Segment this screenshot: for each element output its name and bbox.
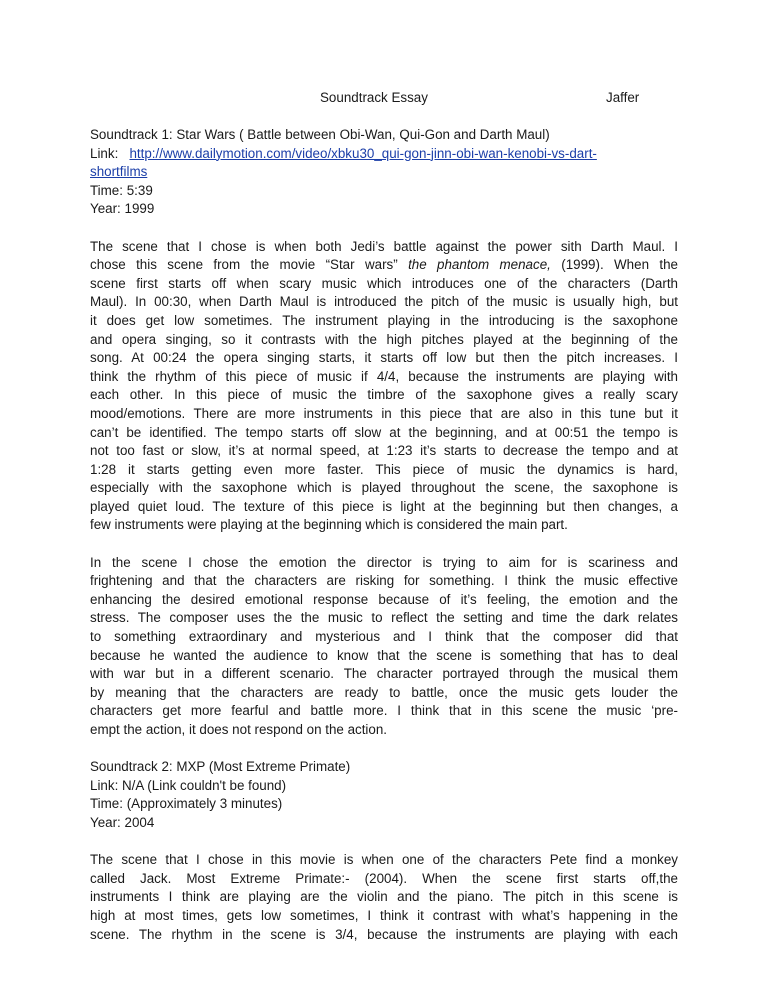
paragraph-line: stress. The composer uses the the music to reflect the setting and time the dark relates bbox=[90, 610, 678, 626]
paragraph-line bbox=[90, 256, 678, 275]
paragraph-line: scene first starts off when scary music which introduces one of the characters (Darth bbox=[90, 275, 678, 291]
track2-link: Link: N/A (Link couldn't be found) bbox=[90, 777, 287, 793]
paragraph-line: few instruments were playing at the beginning which is considered the main part. bbox=[90, 517, 568, 533]
paragraph-line: instruments I think are playing are the violin and the piano. The pitch in this scene is bbox=[90, 889, 678, 905]
paragraph-line: In the scene I chose the emotion the director is trying to aim for is scariness and bbox=[90, 554, 678, 570]
track1-link-line-2 bbox=[90, 163, 678, 182]
paragraph-line: not too fast or slow, it’s at normal speed, at 1:23 it’s starts to decrease the tempo and at bbox=[90, 443, 678, 459]
paragraph-line: The scene that I chose in this movie is when one of the characters Pete find a monkey bbox=[90, 852, 678, 868]
paragraph-line: high at most times, gets low sometimes, I think it contrast with what’s happening in the bbox=[90, 907, 678, 923]
paragraph-line: The scene that I chose is when both Jedi’s battle against the power sith Darth Maul. I bbox=[90, 238, 678, 254]
movie-title-italic: the phantom menace, bbox=[408, 257, 551, 273]
paragraph-line: think the rhythm of this piece of music if 4/4, because the instruments are playing with bbox=[90, 368, 678, 384]
paragraph-2 bbox=[90, 554, 678, 740]
paragraph-line: played quiet loud. The texture of this piece is light at the beginning but then changes, a bbox=[90, 498, 678, 514]
paragraph-text: (1999). When the bbox=[561, 257, 678, 273]
paragraph-line: enhancing the desired emotional response because of it’s feeling, the emotion and the bbox=[90, 591, 678, 607]
paragraph-line: because he wanted the audience to know that the scene is something that has to deal bbox=[90, 647, 678, 663]
paragraph-line: characters get more fearful and battle more. I think that in this scene the music ‘pre- bbox=[90, 703, 678, 719]
track2-time: Time: (Approximately 3 minutes) bbox=[90, 796, 283, 812]
paragraph-line: to something extraordinary and mysterious and I think that the composer did that bbox=[90, 629, 678, 645]
track2-year: Year: 2004 bbox=[90, 814, 155, 830]
paragraph-line: scene. The rhythm in the scene is 3/4, because the instruments are playing with each bbox=[90, 926, 678, 942]
paragraph-line: frightening and that the characters are risking for something. I think the music effective bbox=[90, 573, 678, 589]
paragraph-line: by meaning that the characters are ready to battle, once the music gets louder the bbox=[90, 684, 678, 700]
paragraph-line: 1:28 it starts getting even more faster. This piece of music the dynamics is hard, bbox=[90, 461, 678, 477]
paragraph-line: empt the action, it does not respond on the action. bbox=[90, 722, 388, 737]
paragraph-line: song. At 00:24 the opera singing starts, it starts off low but then the pitch increases. I bbox=[90, 350, 678, 366]
track1-heading: Soundtrack 1: Star Wars ( Battle between Obi-Wan, Qui-Gon and Darth Maul) bbox=[90, 127, 550, 142]
track1-link-url[interactable]: http://www.dailymotion.com/video/xbku30_qui-gon-jinn-obi-wan-kenobi-vs-dart- bbox=[129, 145, 597, 161]
track1-year: Year: 1999 bbox=[90, 201, 155, 217]
track1-link-url-continued[interactable]: shortfilms bbox=[90, 164, 148, 180]
track1-link-label: Link: bbox=[90, 145, 119, 161]
paragraph-line: mood/emotions. There are more instruments in this piece that are also in this tune but it bbox=[90, 405, 678, 421]
paragraph-line: and opera singing, so it contrasts with the high pitches played at the beginning of the bbox=[90, 331, 678, 347]
paragraph-line: especially with the saxophone which is played throughout the scene, the saxophone is bbox=[90, 480, 678, 496]
track2-heading: Soundtrack 2: MXP (Most Extreme Primate) bbox=[90, 759, 351, 775]
paragraph-3 bbox=[90, 851, 678, 944]
paragraph-text: chose this scene from the movie “Star wars” bbox=[90, 257, 398, 273]
track1-link-line bbox=[90, 145, 678, 164]
paragraph-line: Maul). In 00:30, when Darth Maul is introduced the pitch of the music is usually high, but bbox=[90, 294, 678, 310]
essay-title: Soundtrack Essay bbox=[320, 90, 428, 105]
document-header bbox=[0, 90, 768, 110]
paragraph-line: with war but in a different scenario. The character portrayed through the musical them bbox=[90, 666, 678, 682]
paragraph-line: each other. In this piece of music the timbre of the saxophone gives a really scary bbox=[90, 387, 678, 403]
track1-time: Time: 5:39 bbox=[90, 182, 153, 198]
paragraph-line: called Jack. Most Extreme Primate:- (2004). When the scene first starts off,the bbox=[90, 870, 678, 886]
author-name: Jaffer bbox=[606, 90, 640, 105]
paragraph-line: can’t be identified. The tempo starts off slow at the beginning, and at 00:51 the tempo is bbox=[90, 424, 678, 440]
paragraph-line: it does get low sometimes. The instrument playing in the introducing is the saxophone bbox=[90, 312, 678, 328]
essay-body bbox=[90, 126, 678, 944]
paragraph-1 bbox=[90, 238, 678, 536]
